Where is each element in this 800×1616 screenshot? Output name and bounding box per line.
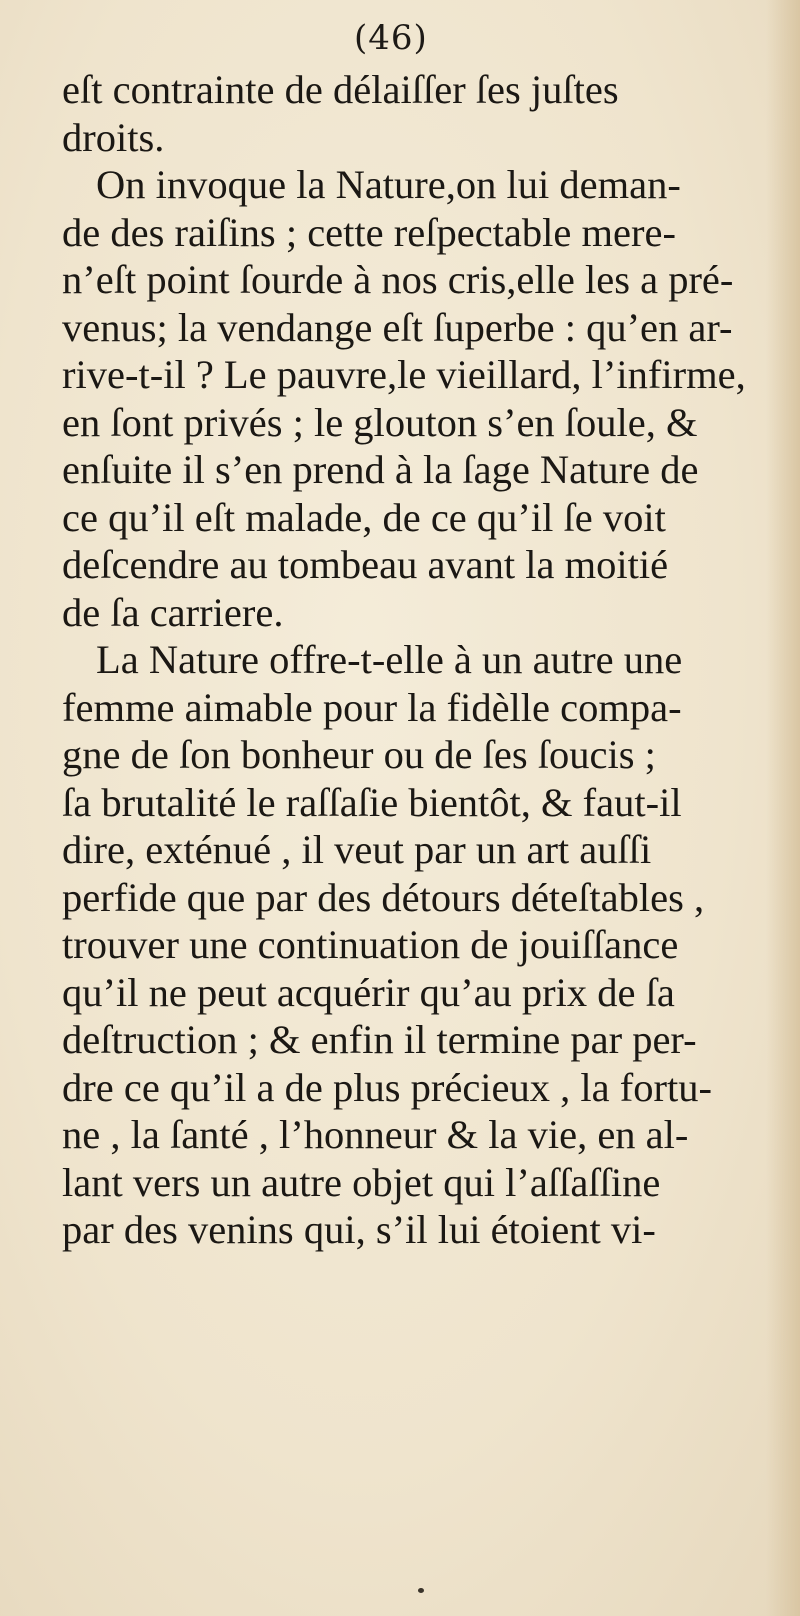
text-line: ſa brutalité le raſſaſie bientôt, & faut-il xyxy=(62,779,682,825)
text-line: par des venins qui, s’il lui étoient vi- xyxy=(62,1207,656,1252)
text-line: lant vers un autre objet qui l’aſſaſſine xyxy=(62,1159,661,1205)
text-line: ce qu’il eſt malade, de ce qu’il ſe voit xyxy=(62,494,666,540)
ink-smudge xyxy=(418,1588,424,1593)
text-line: de ſa carriere. xyxy=(62,589,284,635)
text-line: rive-t-il ? Le pauvre,le vieillard, l’infirme, xyxy=(62,352,746,397)
text-line: trouver une continuation de jouiſſance xyxy=(62,922,679,967)
text-line: gne de ſon bonheur ou de ſes ſoucis ; xyxy=(62,732,656,777)
text-line: eſt contrainte de délaiſſer ſes juſtes xyxy=(62,67,619,112)
text-line: n’eſt point ſourde à nos cris,elle les a pré- xyxy=(62,257,734,302)
text-line: qu’il ne peut acquérir qu’au prix de ſa xyxy=(62,969,675,1015)
text-line: droits. xyxy=(62,114,165,160)
text-line: deſtruction ; & enfin il termine par per- xyxy=(62,1017,697,1062)
text-line: perfide que par des détours déteſtables , xyxy=(62,874,705,920)
text-line: La Nature offre-t-elle à un autre une xyxy=(96,637,683,682)
text-line: venus; la vendange eſt ſuperbe : qu’en ar- xyxy=(62,304,733,350)
text-line: femme aimable pour la fidèlle compa- xyxy=(62,684,682,730)
text-line: ne , la ſanté , l’honneur & la vie, en al- xyxy=(62,1112,689,1157)
text-line: On invoque la Nature,on lui deman- xyxy=(96,162,681,207)
text-line: en ſont privés ; le glouton s’en ſoule, & xyxy=(62,399,698,445)
body-text xyxy=(62,66,786,1254)
text-line: dre ce qu’il a de plus précieux , la fortu- xyxy=(62,1064,712,1110)
text-line: de des raiſins ; cette reſpectable mere- xyxy=(62,209,676,255)
text-line: dire, exténué , il veut par un art auſſi xyxy=(62,827,652,872)
text-line: deſcendre au tombeau avant la moitié xyxy=(62,542,669,587)
page-number: (46) xyxy=(354,18,428,58)
text-line: enſuite il s’en prend à la ſage Nature de xyxy=(62,447,699,492)
